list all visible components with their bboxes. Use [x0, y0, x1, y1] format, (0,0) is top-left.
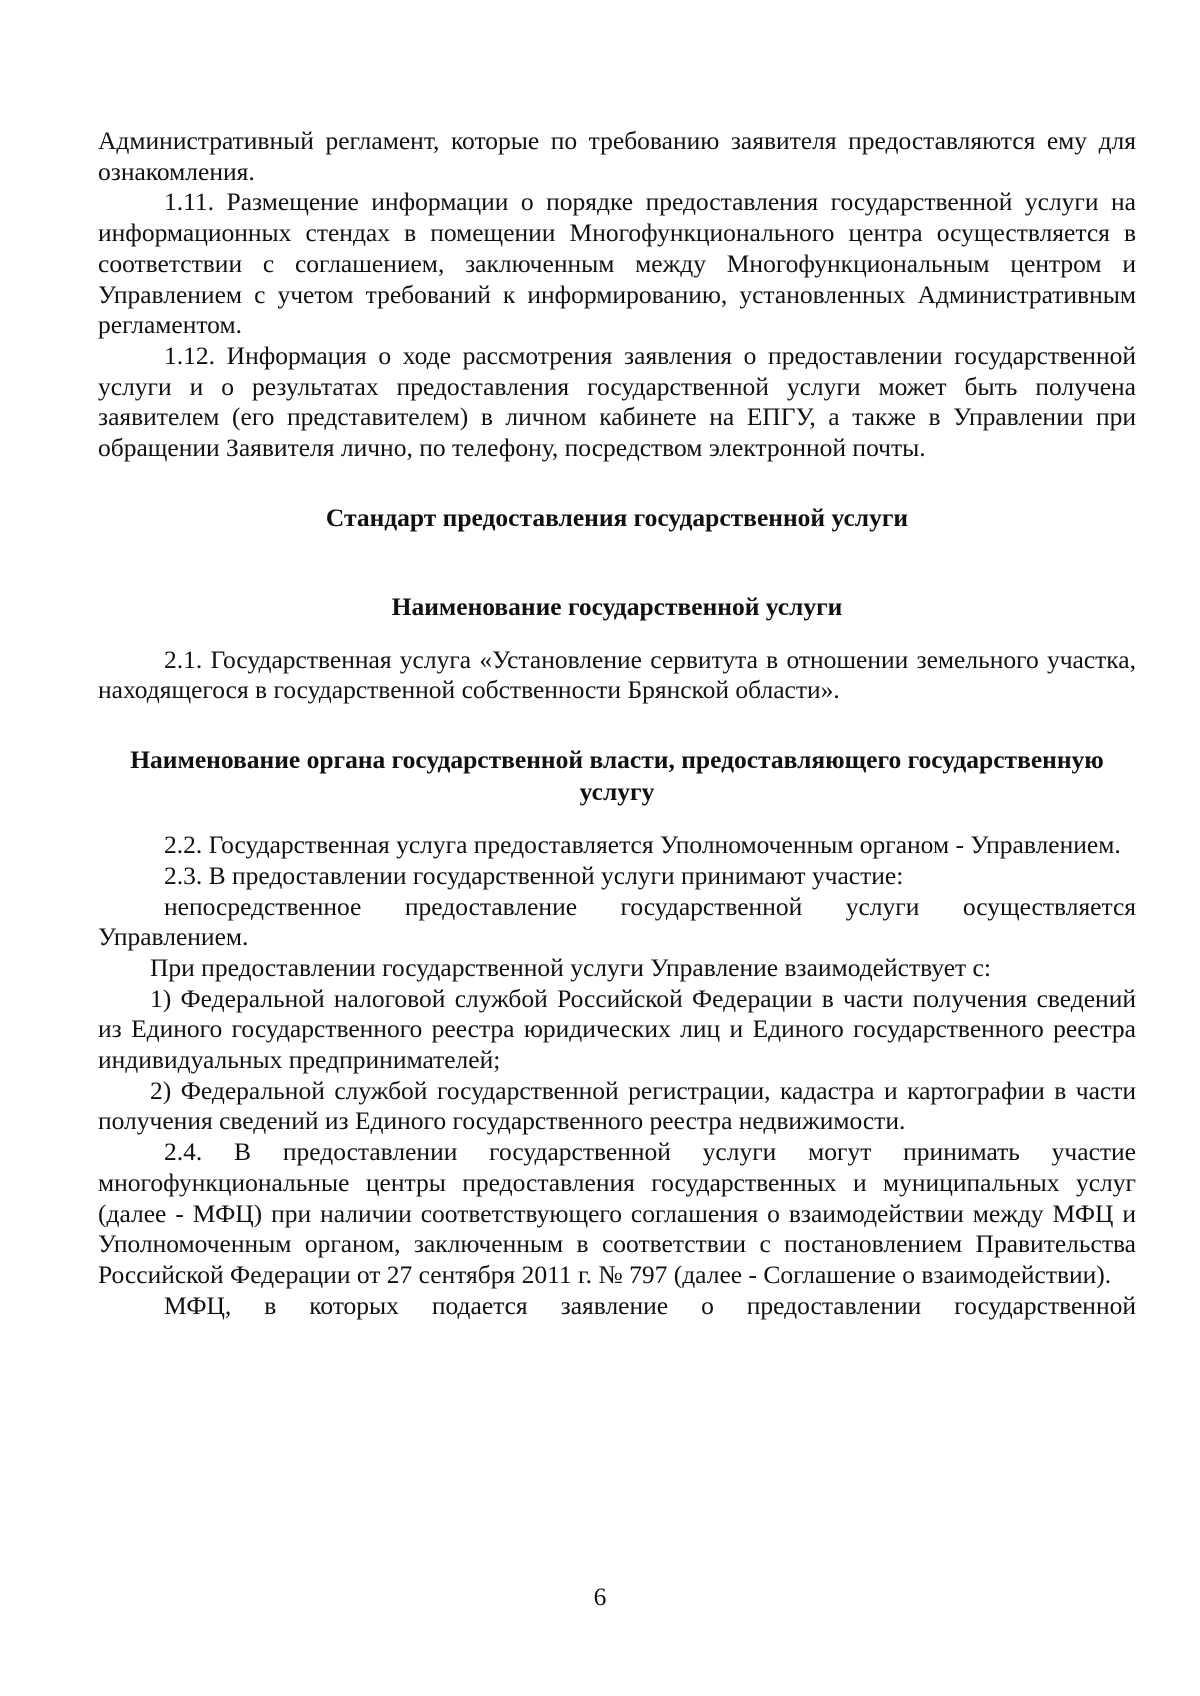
- document-page: [98, 126, 1136, 1321]
- paragraph-2-4: 2.4. В предоставлении государственной услуги могут принимать участие многофункциональные центры предоставления государственных и муниципальных услуг (далее - МФЦ) при наличии соответствующего соглашения о взаимодействии между МФЦ и Уполномоченным органом, заключенным в соответствии с постановлением Правительства Российской Федерации от 27 сентября 2011 г. № 797 (далее - Соглашение о взаимодействии).: [98, 1137, 1136, 1289]
- paragraph-mfc-continuation: МФЦ, в которых подается заявление о предоставлении государственной: [164, 1290, 1136, 1320]
- heading-service-name: Наименование государственной услуги: [391, 591, 843, 621]
- paragraph-1-12: 1.12. Информация о ходе рассмотрения заявления о предоставлении государственной услуги и о результатах предоставления государственной услуги может быть получена заявителем (его представителем) в личном кабинете на ЕПГУ, а также в Управлении при обращении Заявителя лично, по телефону, посредством электронной почты.: [98, 340, 1136, 463]
- list-item-tax-service: 1) Федеральной налоговой службой Российской Федерации в части получения сведений из Единого государственного реестра юридических лиц и Единого государственного реестра индивидуальных предпринимателей;: [98, 983, 1136, 1075]
- paragraph-2-2: 2.2. Государственная услуга предоставляется Уполномоченным органом - Управлением.: [164, 830, 1121, 860]
- paragraph-regulation-continuation: Административный регламент, которые по требованию заявителя предоставляются ему для ознакомления.: [98, 126, 1136, 186]
- list-item-registration-service: 2) Федеральной службой государственной регистрации, кадастра и картографии в части получения сведений из Единого государственного реестра недвижимости.: [98, 1075, 1136, 1136]
- heading-authority: Наименование органа государственной власти, предоставляющего государственную услугу: [130, 745, 1104, 807]
- paragraph-1-11: 1.11. Размещение информации о порядке предоставления государственной услуги на информационных стендах в помещении Многофункционального центра осуществляется в соответствии с соглашением, заключенным между Многофункциональным центром и Управлением с учетом требований к информированию, установленных Административным регламентом.: [98, 187, 1136, 340]
- paragraph-direct-provision: непосредственное предоставление государственной услуги осуществляется Управлением.: [98, 891, 1136, 952]
- paragraph-interaction-intro: При предоставлении государственной услуги Управление взаимодействует с:: [150, 952, 991, 982]
- heading-standard: Стандарт предоставления государственной услуги: [325, 502, 909, 532]
- page-number: 6: [593, 1582, 607, 1611]
- paragraph-2-1: 2.1. Государственная услуга «Установление сервитута в отношении земельного участка, находящегося в государственной собственности Брянской области».: [98, 644, 1136, 705]
- paragraph-2-3: 2.3. В предоставлении государственной услуги принимают участие:: [164, 860, 904, 890]
